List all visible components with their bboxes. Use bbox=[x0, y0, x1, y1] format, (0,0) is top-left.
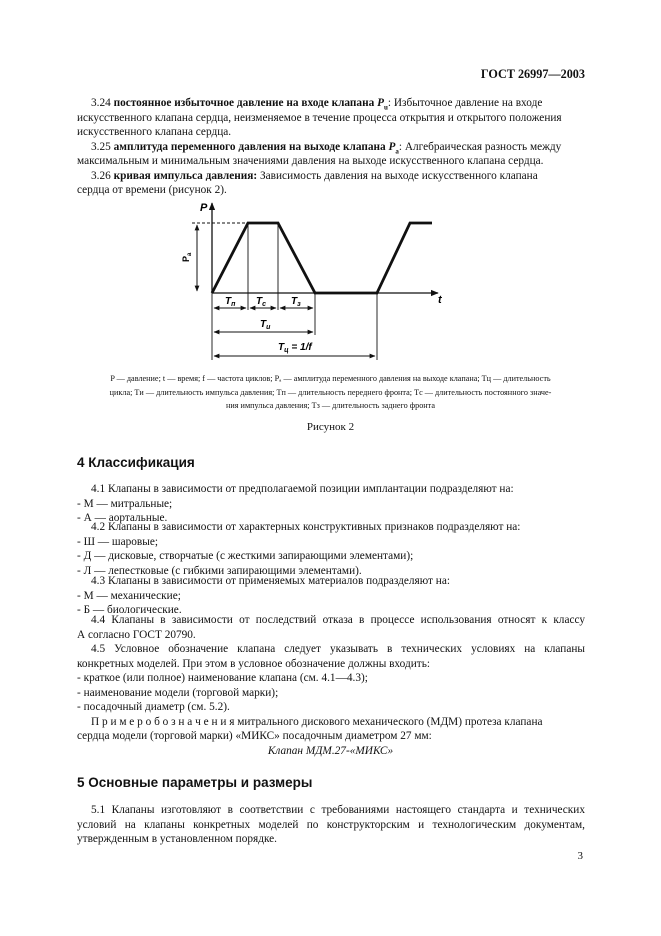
definition-3-25-line2: максимальным и минимальным значениями давления на выходе искусственного клапана сердца. bbox=[77, 155, 544, 167]
def-text: Зависимость давления на выходе искусственного клапана bbox=[260, 169, 538, 182]
p-5-1-line3: утвержденным в установленном порядке. bbox=[77, 833, 278, 845]
p-4-4-line1: 4.4 Клапаны в зависимости от последствий отказа в процессе использования относят к классу bbox=[91, 614, 585, 626]
def-term: амплитуда переменного давления на выходе клапана bbox=[113, 140, 386, 153]
definition-3-26-line2: сердца от времени (рисунок 2). bbox=[77, 184, 227, 196]
def-number: 3.25 bbox=[91, 140, 111, 153]
def-number: 3.26 bbox=[91, 169, 111, 182]
def-term: постоянное избыточное давление на входе клапана bbox=[113, 97, 375, 109]
example-label: П р и м е р о б о з н а ч е н и я bbox=[91, 715, 235, 728]
definition-3-26 bbox=[77, 169, 538, 184]
document-standard-header: ГОСТ 26997—2003 bbox=[480, 67, 585, 81]
p-5-1-line1: 5.1 Клапаны изготовляют в соответствии с требованиями настоящего стандарта и технических bbox=[91, 804, 585, 816]
example-line1 bbox=[91, 715, 543, 730]
definition-3-24-line2: искусственного клапана сердца, неизменяемое в течение процесса открытия и открытого положения bbox=[77, 111, 562, 124]
sec4-line: - Ш — шаровые; bbox=[77, 535, 159, 548]
legend-line: цикла; Tи — длительность импульса давления; Tп — длительность переднего фронта; Tс — длительность постоянного значе- bbox=[109, 387, 552, 397]
tc-label: $T_с$ bbox=[256, 296, 267, 308]
def-symbol: P bbox=[377, 97, 384, 109]
p-4-5-list-item: - наименование модели (торговой марки); bbox=[77, 686, 279, 699]
sec4-line: - Б — биологические. bbox=[77, 604, 182, 616]
sec4-line: 4.3 Клапаны в зависимости от применяемых материалов подразделяют на: bbox=[91, 575, 450, 587]
p-axis-label: P bbox=[200, 202, 208, 214]
def-term: кривая импульса давления: bbox=[113, 169, 258, 182]
def-colon: : bbox=[387, 97, 392, 109]
tcycle-label: $T_ц = 1/f$ bbox=[278, 342, 312, 354]
example-designation: Клапан МДМ.27-«МИКС» bbox=[267, 745, 394, 757]
def-text: Избыточное давление на входе bbox=[393, 97, 543, 109]
figure-legend bbox=[48, 372, 613, 413]
p-4-5-line1: 4.5 Условное обозначение клапана следует указывать в технических условиях на клапаны bbox=[91, 643, 585, 655]
pulse-curve bbox=[212, 223, 432, 293]
t-axis-label: t bbox=[438, 294, 442, 306]
legend-line: P — давление; t — время; f — частота циклов; Pₐ — амплитуда переменного давления на выходе клапана; Tц — длительность bbox=[110, 374, 551, 383]
sec4-line: - М — митральные; bbox=[77, 497, 173, 510]
ti-label: $T_и$ bbox=[260, 319, 271, 331]
section-4-heading: 4 Классификация bbox=[77, 455, 195, 470]
def-colon: : bbox=[398, 140, 403, 153]
p-4-5-list-item: - краткое (или полное) наименование клапана (см. 4.1—4.3); bbox=[77, 672, 368, 684]
sec4-line: - Л — лепестковые (с гибкими запирающими элементами). bbox=[77, 564, 362, 577]
page-number: 3 bbox=[577, 850, 583, 862]
tp-label: $T_п$ bbox=[225, 296, 236, 308]
sec4-line: 4.1 Клапаны в зависимости от предполагаемой позиции имплантации подразделяют на: bbox=[91, 483, 514, 495]
p-4-5-line2: конкретных моделей. При этом в условное обозначение должны входить: bbox=[77, 657, 430, 670]
ts-label: $T_з$ bbox=[291, 296, 301, 308]
def-number: 3.24 bbox=[91, 97, 111, 109]
example-line2: сердца модели (торговой марки) «МИКС» посадочным диаметром 27 мм: bbox=[77, 730, 432, 742]
def-symbol-sub: a bbox=[395, 146, 399, 155]
def-symbol: P bbox=[388, 140, 396, 153]
figure-title: Рисунок 2 bbox=[306, 421, 355, 433]
sec4-line: 4.2 Клапаны в зависимости от характерных конструктивных признаков подразделяют на: bbox=[91, 521, 521, 533]
legend-line: ния импульса давления; Tз — длительность заднего фронта bbox=[225, 401, 435, 410]
p-5-1-line2: условий на клапаны конкретных моделей по конструкторским и технологическим документам, bbox=[77, 818, 585, 831]
def-symbol-sub: u bbox=[383, 103, 388, 112]
def-text: Алгебраическая разность между bbox=[404, 140, 562, 153]
example-text: митрального дискового механического (МДМ) протеза клапана bbox=[237, 715, 543, 728]
pressure-pulse-figure bbox=[170, 195, 460, 365]
sec4-line: - М — механические; bbox=[77, 589, 181, 602]
definition-3-24-line3: искусственного клапана сердца. bbox=[77, 126, 232, 138]
p-4-5-list-item: - посадочный диаметр (см. 5.2). bbox=[77, 701, 230, 713]
sec4-line: - А — аортальные. bbox=[77, 512, 168, 524]
amplitude-label: $P_a$ bbox=[181, 252, 193, 262]
section-5-heading: 5 Основные параметры и размеры bbox=[77, 775, 313, 790]
p-4-4-line2: А согласно ГОСТ 20790. bbox=[77, 628, 196, 641]
sec4-line: - Д — дисковые, створчатые (с жесткими запирающими элементами); bbox=[77, 550, 414, 562]
